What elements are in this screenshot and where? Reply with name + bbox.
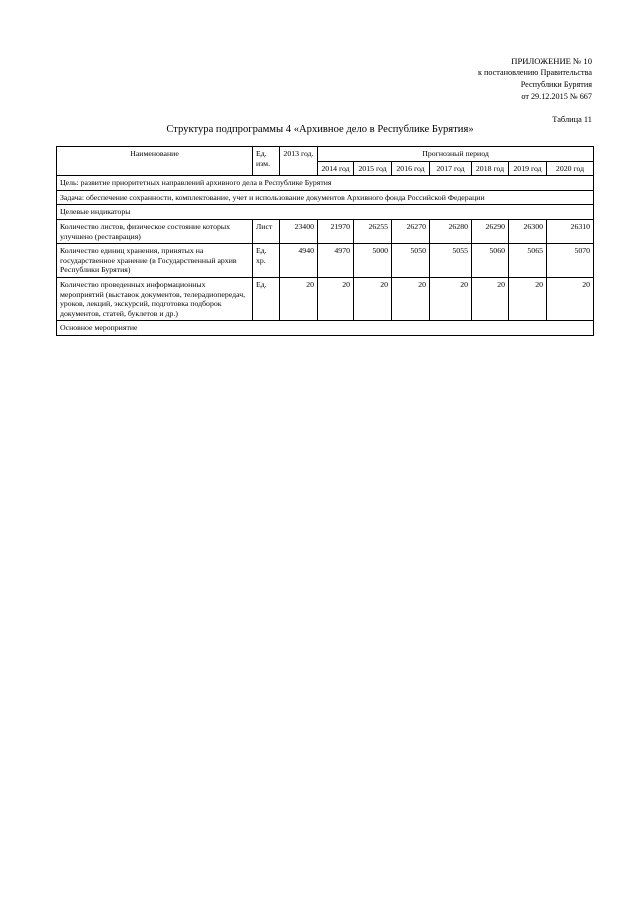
subprogram-structure-table xyxy=(56,146,594,336)
value-cell: 26255 xyxy=(354,219,392,243)
value-cell: 20 xyxy=(509,277,547,320)
appendix-line-2: к постановлению Правительства xyxy=(477,68,592,77)
value-cell: 20 xyxy=(354,277,392,320)
value-cell: 4970 xyxy=(318,244,354,278)
value-cell: 5065 xyxy=(509,244,547,278)
document-title: Структура подпрограммы 4 «Архивное дело в Республике Бурятия» xyxy=(166,124,474,135)
indicator-unit: Ед. хр. xyxy=(253,244,280,278)
value-cell: 26280 xyxy=(430,219,472,243)
task-row xyxy=(57,190,594,205)
header-year: 2017 год xyxy=(430,161,472,176)
table-row xyxy=(57,244,594,278)
value-cell: 20 xyxy=(318,277,354,320)
value-cell: 26310 xyxy=(547,219,594,243)
header-name: Наименование xyxy=(57,147,253,176)
value-cell: 5060 xyxy=(472,244,509,278)
value-cell: 21970 xyxy=(318,219,354,243)
goal-row xyxy=(57,176,594,191)
indicators-heading: Целевые индикаторы xyxy=(57,205,594,220)
header-row xyxy=(57,147,594,162)
indicator-name: Количество единиц хранения, принятых на государственное хранение (в Государственный архив Республики Бурятия) xyxy=(57,244,253,278)
task-text: Задача: обеспечение сохранности, комплектование, учет и использование документов Архивного фонда Российской Федерации xyxy=(57,190,594,205)
header-unit: Ед. изм. xyxy=(253,147,280,176)
value-cell: 20 xyxy=(430,277,472,320)
value-cell: 5000 xyxy=(354,244,392,278)
value-cell: 26270 xyxy=(392,219,430,243)
table-number: Таблица 11 xyxy=(552,115,592,124)
value-cell: 5055 xyxy=(430,244,472,278)
appendix-line-4: от 29.12.2015 № 667 xyxy=(521,92,592,101)
value-cell: 20 xyxy=(547,277,594,320)
value-cell: 26300 xyxy=(509,219,547,243)
value-cell: 20 xyxy=(392,277,430,320)
value-cell: 26290 xyxy=(472,219,509,243)
value-cell: 5050 xyxy=(392,244,430,278)
value-cell: 23400 xyxy=(280,219,318,243)
value-cell: 20 xyxy=(280,277,318,320)
header-year: 2018 год xyxy=(472,161,509,176)
header-base-year: 2013 год. xyxy=(280,147,318,176)
table-row xyxy=(57,277,594,320)
indicator-name: Количество проведенных информационных мероприятий (выставок документов, телерадиопередач, уроков, лекций, экскурсий, подготовка подборок документов, статей, буклетов и др.) xyxy=(57,277,253,320)
header-year: 2014 год xyxy=(318,161,354,176)
value-cell: 4940 xyxy=(280,244,318,278)
main-activity-text: Основное мероприятие xyxy=(57,321,594,336)
goal-text: Цель: развитие приоритетных направлений архивного дела в Республике Бурятия xyxy=(57,176,594,191)
appendix-block xyxy=(478,55,592,103)
header-year: 2020 год xyxy=(547,161,594,176)
value-cell: 20 xyxy=(472,277,509,320)
value-cell: 5070 xyxy=(547,244,594,278)
table-row xyxy=(57,219,594,243)
header-year: 2016 год xyxy=(392,161,430,176)
appendix-title: ПРИЛОЖЕНИЕ № 10 xyxy=(511,56,592,66)
indicator-unit: Ед. xyxy=(253,277,280,320)
appendix-line-3: Республики Бурятия xyxy=(520,80,592,89)
header-year: 2019 год xyxy=(509,161,547,176)
main-activity-row xyxy=(57,321,594,336)
header-year: 2015 год xyxy=(354,161,392,176)
indicators-heading-row xyxy=(57,205,594,220)
indicator-unit: Лист xyxy=(253,219,280,243)
indicator-name: Количество листов, физическое состояние которых улучшено (реставрация) xyxy=(57,219,253,243)
header-forecast: Прогнозный период xyxy=(318,147,594,162)
